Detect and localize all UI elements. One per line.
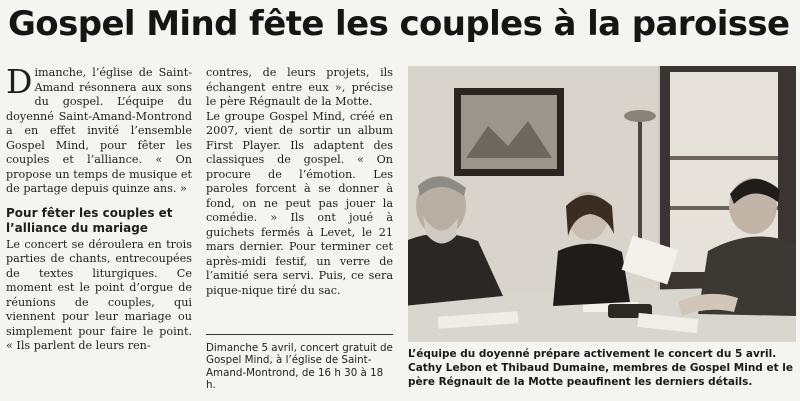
intro-text: imanche, l’église de Saint-Amand résonnera aux sons du gospel. L’équipe du doyenné Saint-Amand-Montrond a en effet invité l’ensemble Gospel Mind, pour fêter les couples et l’alliance. « On propose un temps de musique et de partage depuis quinze ans. » (6, 66, 192, 195)
section-subhead: Pour fêter les couples et l’alliance du mariage (6, 205, 173, 235)
photo-caption: L’équipe du doyenné prépare activement le concert du 5 avril. Cathy Lebon et Thibaud Dumaine, membres de Gospel Mind et le père Régnault de la Motte peaufinent les derniers détails. (408, 348, 793, 388)
paragraph-group: Le groupe Gospel Mind, créé en 2007, vient de sortir un album First Player. Ils adaptent des classiques de gospel. « On procure de l’émotion. Les paroles forcent à se donner à fond, on ne peut pas jouer la comédie. » Ils ont joué à guichets fermés à Levet, le 21 mars dernier. Pour terminer cet après-midi festif, un verre de l’amitié sera servi. Puis, ce sera pique-nique tiré du sac. (206, 109, 393, 297)
article-headline: Gospel Mind fête les couples à la paroisse (8, 4, 790, 44)
infobox-divider (206, 334, 393, 335)
article-column-2 (206, 66, 393, 298)
paragraph-quote-end: contres, de leurs projets, ils échangent entre eux », précise le père Régnault de la Motte. (206, 66, 393, 108)
event-infobox: Dimanche 5 avril, concert gratuit de Gospel Mind, à l’église de Saint-Amand-Montrond, de 16 h 30 à 18 h. (206, 342, 393, 391)
paragraph-concert: Le concert se déroulera en trois parties de chants, entrecoupées de textes liturgiques. Ce moment est le point d’orgue de réunions de couples, qui viennent pour leur mariage ou simplement pour faire le point. « Ils parlent de leurs ren- (6, 237, 192, 352)
article-photo (408, 66, 796, 342)
photo-illustration (408, 66, 796, 342)
article-column-1 (6, 62, 192, 354)
drop-cap: D (6, 62, 33, 101)
paragraph-intro (6, 62, 192, 197)
